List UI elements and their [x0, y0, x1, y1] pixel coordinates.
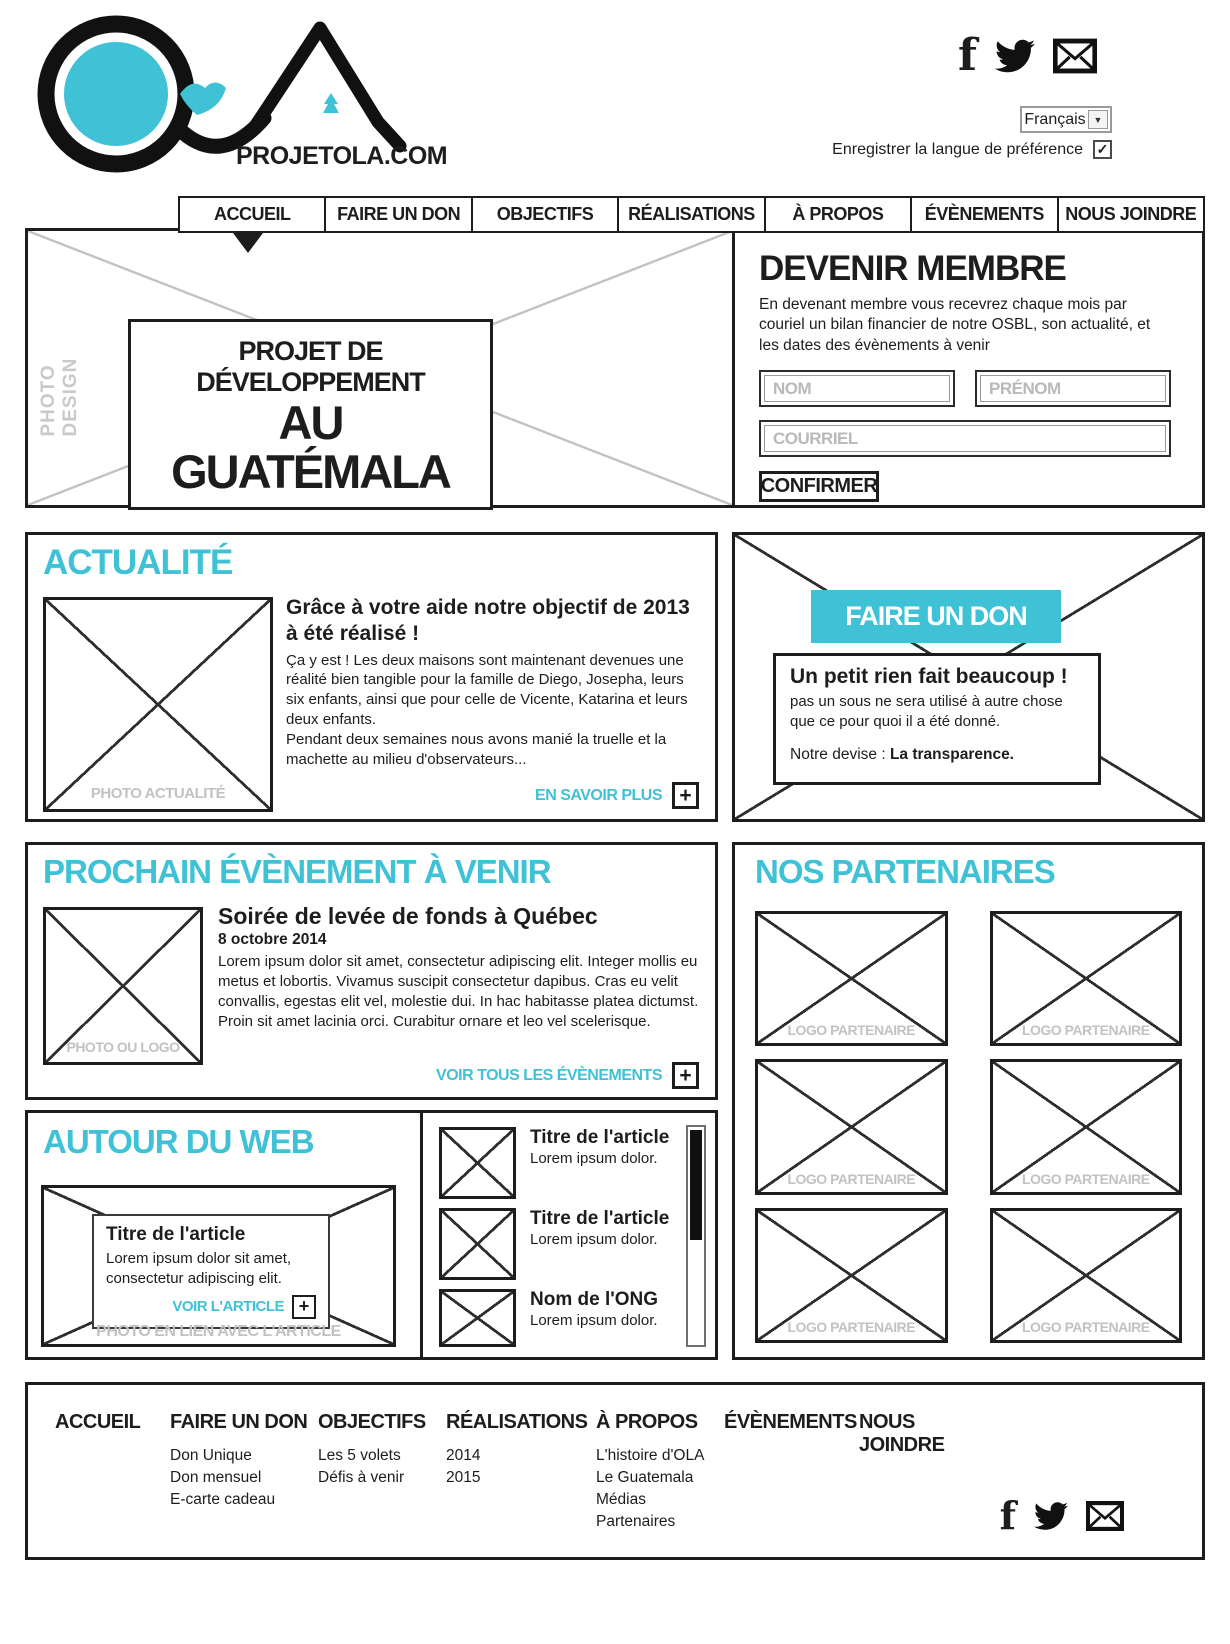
footer-link-objectifs[interactable]: OBJECTIFS — [318, 1411, 426, 1433]
footer-sublink[interactable]: Don mensuel — [170, 1469, 262, 1486]
web-article-card[interactable] — [92, 1214, 330, 1329]
partner-logo-placeholder: LOGO PARTENAIRE — [990, 1059, 1183, 1194]
partner-logo-placeholder: LOGO PARTENAIRE — [990, 911, 1183, 1046]
event-date: 8 octobre 2014 — [218, 931, 327, 948]
chevron-down-icon[interactable]: ▼ — [1088, 110, 1108, 129]
web-more-link[interactable]: VOIR L'ARTICLE — [172, 1298, 284, 1316]
footer-link-nous-joindre[interactable]: NOUS JOINDRE — [859, 1411, 945, 1456]
news-body-2: Pendant deux semaines nous avons manié la truelle et la machette au milieu d'observateurs... — [286, 731, 667, 769]
language-select[interactable] — [1020, 106, 1112, 133]
partners-section — [732, 842, 1205, 1360]
partner-logo-placeholder: LOGO PARTENAIRE — [755, 1059, 948, 1194]
twitter-icon[interactable] — [1032, 1499, 1070, 1533]
footer-sublink[interactable]: Partenaires — [596, 1513, 676, 1530]
news-plus-button[interactable]: + — [672, 782, 699, 809]
nav-item-nous-joindre[interactable]: NOUS JOINDRE — [1065, 204, 1197, 224]
web-list-item[interactable]: Nom de l'ONG Lorem ipsum dolor. — [439, 1289, 673, 1347]
web-item-thumbnail — [439, 1289, 516, 1347]
nav-item-evenements[interactable]: ÉVÈNEMENTS — [912, 198, 1058, 231]
membership-title: DEVENIR MEMBRE — [759, 249, 1066, 288]
footer-sublink[interactable]: 2015 — [446, 1469, 481, 1486]
event-photo-label: PHOTO OU LOGO — [66, 1039, 180, 1055]
hero-title-line1: PROJET DE DÉVELOPPEMENT — [196, 336, 425, 397]
footer-link-a-propos[interactable]: À PROPOS — [596, 1411, 698, 1433]
donate-body: pas un sous ne sera utilisé à autre chose que ce pour quoi il a été donné. — [790, 693, 1063, 730]
event-photo-placeholder — [43, 907, 203, 1065]
active-tab-pointer-icon — [233, 233, 263, 253]
web-list-scrollbar[interactable] — [686, 1125, 706, 1347]
web-item-thumbnail — [439, 1208, 516, 1280]
confirm-button[interactable]: CONFIRMER — [759, 471, 879, 502]
email-icon[interactable] — [1053, 36, 1097, 76]
event-body: Lorem ipsum dolor sit amet, consectetur adipiscing elit. Integer mollis eu metus et lobortis. Vivamus suscipit consectetur dapibus. Cras eu velit convallis, egestas elit vel, molestie dui. In hac habitasse platea dictumst. Proin sit amet lacinia orci. Curabitur ornare et leo vel scelerisque. — [218, 953, 699, 1030]
footer-sublink[interactable]: Défis à venir — [318, 1469, 405, 1486]
donate-motto: Notre devise : La transparence. — [790, 745, 1014, 763]
web-card-title: Titre de l'article — [106, 1224, 246, 1245]
nom-field[interactable] — [759, 370, 955, 407]
event-section — [25, 842, 718, 1100]
donate-card — [773, 653, 1101, 785]
donate-section — [732, 532, 1205, 822]
email-icon[interactable] — [1086, 1499, 1124, 1533]
news-section-title: ACTUALITÉ — [43, 543, 233, 582]
hero-photo-placeholder — [25, 228, 735, 508]
nav-item-a-propos[interactable]: À PROPOS — [766, 198, 912, 231]
footer-link-faire-un-don[interactable]: FAIRE UN DON — [170, 1411, 308, 1433]
prenom-placeholder: PRÉNOM — [980, 375, 1166, 402]
nav-item-realisations[interactable]: RÉALISATIONS — [619, 198, 765, 231]
web-photo-label: PHOTO EN LIEN AVEC L'ARTICLE — [96, 1323, 341, 1340]
web-item-thumbnail — [439, 1127, 516, 1199]
hero-photo-label: PHOTO DESIGN — [38, 357, 81, 437]
courriel-placeholder: COURRIEL — [764, 425, 1166, 452]
nom-placeholder: NOM — [764, 375, 950, 402]
membership-description: En devenant membre vous recevrez chaque mois par couriel un bilan financier de notre OSBL, son actualité, et les dates des évènements à venir — [759, 296, 1151, 354]
prenom-field[interactable] — [975, 370, 1171, 407]
partner-logo-placeholder: LOGO PARTENAIRE — [990, 1208, 1183, 1343]
nav-item-accueil[interactable]: ACCUEIL — [180, 198, 326, 231]
partners-section-title: NOS PARTENAIRES — [755, 853, 1055, 890]
nav-item-objectifs[interactable]: OBJECTIFS — [473, 198, 619, 231]
save-language-label: Enregistrer la langue de préférence — [832, 140, 1083, 158]
news-photo-label: PHOTO ACTUALITÉ — [90, 785, 226, 802]
social-links-top — [958, 30, 1097, 81]
footer-link-realisations[interactable]: RÉALISATIONS — [446, 1411, 588, 1433]
hero-title-line2: AU GUATÉMALA — [171, 396, 450, 499]
news-headline: Grâce à votre aide notre objectif de 2013 à été réalisé ! — [286, 596, 690, 646]
news-photo-placeholder — [43, 597, 273, 812]
donate-button[interactable]: FAIRE UN DON — [811, 590, 1061, 643]
twitter-icon[interactable] — [993, 36, 1037, 76]
web-card-body: Lorem ipsum dolor sit amet, consectetur adipiscing elit. — [106, 1250, 292, 1287]
web-list-item[interactable]: Titre de l'article Lorem ipsum dolor. — [439, 1208, 673, 1280]
footer — [25, 1382, 1205, 1560]
footer-link-accueil[interactable]: ACCUEIL — [55, 1411, 141, 1433]
web-section — [25, 1110, 718, 1360]
news-section — [25, 532, 718, 822]
web-section-title: AUTOUR DU WEB — [43, 1123, 314, 1160]
event-plus-button[interactable]: + — [672, 1062, 699, 1089]
footer-sublink[interactable]: E-carte cadeau — [170, 1491, 276, 1508]
partner-logo-placeholder: LOGO PARTENAIRE — [755, 911, 948, 1046]
partner-logo-placeholder: LOGO PARTENAIRE — [755, 1208, 948, 1343]
event-more-link[interactable]: VOIR TOUS LES ÉVÈNEMENTS — [436, 1066, 662, 1084]
language-selected-value: Français — [1024, 110, 1086, 128]
footer-sublink[interactable]: Les 5 volets — [318, 1447, 401, 1464]
footer-sublink[interactable]: L'histoire d'OLA — [596, 1447, 705, 1464]
social-links-footer — [999, 1493, 1124, 1538]
scrollbar-thumb[interactable] — [690, 1130, 702, 1240]
web-photo-placeholder — [41, 1185, 396, 1347]
news-body-1: Ça y est ! Les deux maisons sont maintenant devenues une réalité bien tangible pour la famille de Diego, Josepha, leurs six enfants, ainsi que pour celle de Vicente, Katarina et leurs deux enfants. — [286, 651, 688, 729]
event-section-title: PROCHAIN ÉVÈNEMENT À VENIR — [43, 853, 551, 890]
footer-sublink[interactable]: Médias — [596, 1491, 646, 1508]
web-list-item[interactable]: Titre de l'article Lorem ipsum dolor. — [439, 1127, 673, 1199]
footer-link-evenements[interactable]: ÉVÈNEMENTS — [724, 1411, 857, 1433]
donate-motto-emphasis: La transparence. — [889, 745, 1014, 763]
footer-sublink[interactable]: 2014 — [446, 1447, 481, 1464]
news-more-link[interactable]: EN SAVOIR PLUS — [535, 786, 662, 804]
web-plus-button[interactable]: + — [292, 1295, 316, 1319]
hero-title-box — [128, 319, 493, 510]
courriel-field[interactable] — [759, 420, 1171, 457]
nav-item-faire-un-don[interactable]: FAIRE UN DON — [326, 198, 472, 231]
facebook-icon[interactable]: f — [958, 30, 977, 81]
main-nav — [178, 196, 1205, 233]
membership-panel — [732, 228, 1205, 508]
facebook-icon[interactable]: f — [999, 1493, 1016, 1538]
footer-sublink[interactable]: Don Unique — [170, 1447, 252, 1464]
event-headline: Soirée de levée de fonds à Québec — [218, 903, 598, 929]
footer-sublink[interactable]: Le Guatemala — [596, 1469, 694, 1486]
site-logo[interactable] — [28, 6, 448, 194]
donate-headline: Un petit rien fait beaucoup ! — [790, 665, 1068, 688]
site-title: PROJETOLA.COM — [236, 142, 448, 170]
save-language-checkbox[interactable]: ✓ — [1093, 140, 1112, 159]
